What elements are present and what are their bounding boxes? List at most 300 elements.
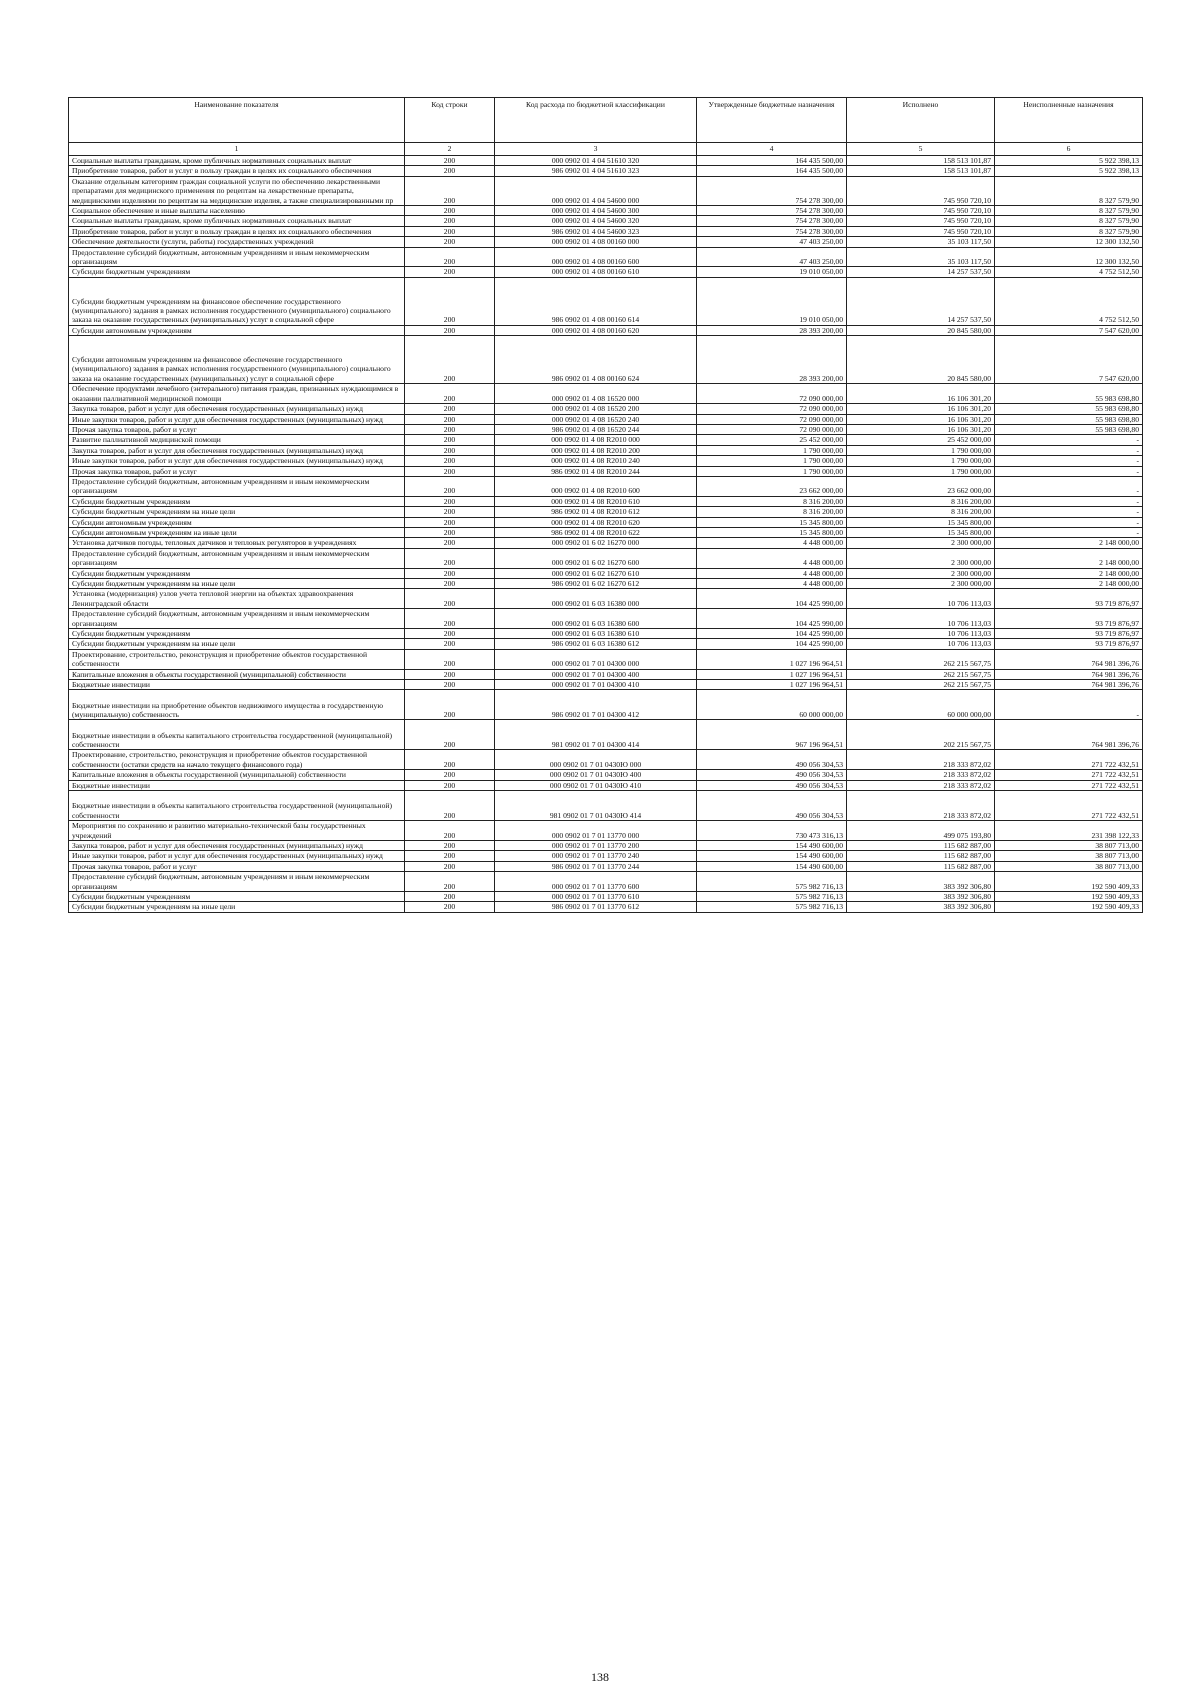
table-row xyxy=(69,247,1143,267)
row-line-code: 200 xyxy=(405,206,495,216)
row-classification-code: 986 0902 01 6 02 16270 612 xyxy=(495,579,697,589)
row-classification-code: 986 0902 01 4 04 51610 323 xyxy=(495,166,697,176)
table-row xyxy=(69,821,1143,841)
table-row xyxy=(69,336,1143,384)
row-line-code: 200 xyxy=(405,649,495,669)
row-approved-amount: 575 982 716,13 xyxy=(697,891,847,901)
row-line-code: 200 xyxy=(405,424,495,434)
row-approved-amount: 1 790 000,00 xyxy=(697,466,847,476)
row-indicator-name: Субсидии бюджетным учреждениям на иные цели xyxy=(69,579,405,589)
table-row xyxy=(69,851,1143,861)
row-approved-amount: 754 278 300,00 xyxy=(697,206,847,216)
row-classification-code: 986 0902 01 4 08 16520 244 xyxy=(495,424,697,434)
row-approved-amount: 72 090 000,00 xyxy=(697,414,847,424)
row-approved-amount: 104 425 990,00 xyxy=(697,639,847,649)
row-unexecuted-amount: - xyxy=(995,527,1143,537)
row-classification-code: 000 0902 01 4 08 16520 200 xyxy=(495,404,697,414)
row-executed-amount: 1 790 000,00 xyxy=(847,445,995,455)
row-indicator-name: Субсидии бюджетным учреждениям на иные цели xyxy=(69,639,405,649)
row-classification-code: 000 0902 01 7 01 0430Ю 410 xyxy=(495,780,697,790)
row-classification-code: 000 0902 01 6 02 16270 600 xyxy=(495,548,697,568)
row-approved-amount: 1 790 000,00 xyxy=(697,445,847,455)
row-indicator-name: Субсидии автономным учреждениям xyxy=(69,325,405,335)
row-executed-amount: 10 706 113,03 xyxy=(847,589,995,609)
row-line-code: 200 xyxy=(405,851,495,861)
row-line-code: 200 xyxy=(405,538,495,548)
row-approved-amount: 104 425 990,00 xyxy=(697,589,847,609)
header-executed: Исполнено xyxy=(847,98,995,143)
row-approved-amount: 72 090 000,00 xyxy=(697,404,847,414)
row-approved-amount: 164 435 500,00 xyxy=(697,156,847,166)
table-row xyxy=(69,639,1143,649)
row-executed-amount: 383 392 306,80 xyxy=(847,902,995,912)
row-unexecuted-amount: 764 981 396,76 xyxy=(995,649,1143,669)
row-unexecuted-amount: 8 327 579,90 xyxy=(995,206,1143,216)
row-classification-code: 000 0902 01 4 08 00160 600 xyxy=(495,247,697,267)
row-executed-amount: 10 706 113,03 xyxy=(847,629,995,639)
row-line-code: 200 xyxy=(405,548,495,568)
row-executed-amount: 14 257 537,50 xyxy=(847,277,995,325)
row-classification-code: 000 0902 01 4 08 16520 000 xyxy=(495,384,697,404)
row-approved-amount: 47 403 250,00 xyxy=(697,247,847,267)
table-row xyxy=(69,466,1143,476)
row-executed-amount: 16 106 301,20 xyxy=(847,424,995,434)
row-indicator-name: Проектирование, строительство, реконструкция и приобретение объектов государственной собственности xyxy=(69,649,405,669)
row-indicator-name: Обеспечение деятельности (услуги, работы) государственных учреждений xyxy=(69,237,405,247)
header-approved: Утвержденные бюджетные назначения xyxy=(697,98,847,143)
row-executed-amount: 10 706 113,03 xyxy=(847,609,995,629)
row-line-code: 200 xyxy=(405,680,495,690)
row-unexecuted-amount: 93 719 876,97 xyxy=(995,589,1143,609)
row-indicator-name: Субсидии бюджетным учреждениям на финансовое обеспечение государственного (муниципального) задания в рамках исполнения государственного (муниципального) социального заказа на оказание государственных (муниципальных) услуг в социальной сфере xyxy=(69,277,405,325)
row-executed-amount: 218 333 872,02 xyxy=(847,750,995,770)
table-row xyxy=(69,267,1143,277)
row-unexecuted-amount: 8 327 579,90 xyxy=(995,216,1143,226)
table-row xyxy=(69,517,1143,527)
row-executed-amount: 218 333 872,02 xyxy=(847,791,995,821)
row-classification-code: 000 0902 01 6 02 16270 000 xyxy=(495,538,697,548)
row-indicator-name: Прочая закупка товаров, работ и услуг xyxy=(69,424,405,434)
row-line-code: 200 xyxy=(405,325,495,335)
row-approved-amount: 25 452 000,00 xyxy=(697,435,847,445)
row-unexecuted-amount: 55 983 698,80 xyxy=(995,404,1143,414)
row-executed-amount: 745 950 720,10 xyxy=(847,176,995,205)
row-approved-amount: 1 027 196 964,51 xyxy=(697,649,847,669)
row-approved-amount: 4 448 000,00 xyxy=(697,579,847,589)
row-executed-amount: 16 106 301,20 xyxy=(847,384,995,404)
row-unexecuted-amount: - xyxy=(995,690,1143,720)
row-unexecuted-amount: 4 752 512,50 xyxy=(995,277,1143,325)
row-indicator-name: Субсидии бюджетным учреждениям xyxy=(69,629,405,639)
page-number: 138 xyxy=(591,1670,609,1684)
row-approved-amount: 754 278 300,00 xyxy=(697,226,847,236)
row-approved-amount: 730 473 316,13 xyxy=(697,821,847,841)
row-indicator-name: Прочая закупка товаров, работ и услуг xyxy=(69,861,405,871)
row-classification-code: 000 0902 01 7 01 13770 610 xyxy=(495,891,697,901)
row-line-code: 200 xyxy=(405,176,495,205)
row-approved-amount: 1 027 196 964,51 xyxy=(697,680,847,690)
row-executed-amount: 383 392 306,80 xyxy=(847,891,995,901)
budget-table-container xyxy=(68,97,1142,913)
row-unexecuted-amount: 8 327 579,90 xyxy=(995,176,1143,205)
row-classification-code: 986 0902 01 4 08 R2010 622 xyxy=(495,527,697,537)
row-approved-amount: 490 056 304,53 xyxy=(697,791,847,821)
row-executed-amount: 8 316 200,00 xyxy=(847,496,995,506)
row-unexecuted-amount: - xyxy=(995,476,1143,496)
row-classification-code: 000 0902 01 6 03 16380 610 xyxy=(495,629,697,639)
row-approved-amount: 104 425 990,00 xyxy=(697,629,847,639)
table-row xyxy=(69,476,1143,496)
row-approved-amount: 154 490 600,00 xyxy=(697,861,847,871)
row-indicator-name: Капитальные вложения в объекты государственной (муниципальной) собственности xyxy=(69,669,405,679)
row-executed-amount: 23 662 000,00 xyxy=(847,476,995,496)
row-line-code: 200 xyxy=(405,527,495,537)
row-executed-amount: 218 333 872,02 xyxy=(847,770,995,780)
row-indicator-name: Иные закупки товаров, работ и услуг для обеспечения государственных (муниципальных) нужд xyxy=(69,414,405,424)
row-approved-amount: 490 056 304,53 xyxy=(697,770,847,780)
table-row xyxy=(69,579,1143,589)
row-approved-amount: 72 090 000,00 xyxy=(697,384,847,404)
row-executed-amount: 10 706 113,03 xyxy=(847,639,995,649)
row-unexecuted-amount: 231 398 122,33 xyxy=(995,821,1143,841)
row-line-code: 200 xyxy=(405,156,495,166)
row-classification-code: 000 0902 01 4 08 R2010 620 xyxy=(495,517,697,527)
row-approved-amount: 28 393 200,00 xyxy=(697,336,847,384)
row-approved-amount: 154 490 600,00 xyxy=(697,851,847,861)
row-executed-amount: 115 682 887,00 xyxy=(847,861,995,871)
row-unexecuted-amount: - xyxy=(995,456,1143,466)
table-row xyxy=(69,156,1143,166)
row-unexecuted-amount: 271 722 432,51 xyxy=(995,750,1143,770)
row-approved-amount: 4 448 000,00 xyxy=(697,568,847,578)
row-classification-code: 000 0902 01 7 01 13770 240 xyxy=(495,851,697,861)
row-unexecuted-amount: 12 300 132,50 xyxy=(995,237,1143,247)
row-executed-amount: 262 215 567,75 xyxy=(847,680,995,690)
row-classification-code: 000 0902 01 4 04 51610 320 xyxy=(495,156,697,166)
row-approved-amount: 490 056 304,53 xyxy=(697,750,847,770)
row-unexecuted-amount: 2 148 000,00 xyxy=(995,538,1143,548)
row-classification-code: 000 0902 01 6 03 16380 600 xyxy=(495,609,697,629)
row-unexecuted-amount: 271 722 432,51 xyxy=(995,770,1143,780)
row-unexecuted-amount: 7 547 620,00 xyxy=(995,336,1143,384)
row-classification-code: 000 0902 01 6 02 16270 610 xyxy=(495,568,697,578)
row-unexecuted-amount: 55 983 698,80 xyxy=(995,384,1143,404)
row-executed-amount: 115 682 887,00 xyxy=(847,840,995,850)
row-classification-code: 986 0902 01 7 01 04300 412 xyxy=(495,690,697,720)
row-unexecuted-amount: 93 719 876,97 xyxy=(995,629,1143,639)
row-line-code: 200 xyxy=(405,517,495,527)
row-indicator-name: Приобретение товаров, работ и услуг в пользу граждан в целях их социального обеспечения xyxy=(69,166,405,176)
row-indicator-name: Закупка товаров, работ и услуг для обеспечения государственных (муниципальных) нужд xyxy=(69,840,405,850)
budget-execution-table xyxy=(68,97,1143,913)
row-executed-amount: 383 392 306,80 xyxy=(847,872,995,892)
row-line-code: 200 xyxy=(405,476,495,496)
row-line-code: 200 xyxy=(405,902,495,912)
row-unexecuted-amount: 38 807 713,00 xyxy=(995,851,1143,861)
row-executed-amount: 14 257 537,50 xyxy=(847,267,995,277)
row-classification-code: 000 0902 01 4 08 R2010 610 xyxy=(495,496,697,506)
table-row xyxy=(69,609,1143,629)
row-indicator-name: Закупка товаров, работ и услуг для обеспечения государственных (муниципальных) нужд xyxy=(69,404,405,414)
row-approved-amount: 104 425 990,00 xyxy=(697,609,847,629)
table-row xyxy=(69,649,1143,669)
row-executed-amount: 745 950 720,10 xyxy=(847,226,995,236)
row-unexecuted-amount: 8 327 579,90 xyxy=(995,226,1143,236)
row-unexecuted-amount: - xyxy=(995,517,1143,527)
row-unexecuted-amount: 764 981 396,76 xyxy=(995,669,1143,679)
row-line-code: 200 xyxy=(405,247,495,267)
row-unexecuted-amount: 271 722 432,51 xyxy=(995,780,1143,790)
table-row xyxy=(69,538,1143,548)
row-line-code: 200 xyxy=(405,414,495,424)
row-unexecuted-amount: 192 590 409,33 xyxy=(995,891,1143,901)
row-executed-amount: 2 300 000,00 xyxy=(847,568,995,578)
table-row xyxy=(69,690,1143,720)
row-line-code: 200 xyxy=(405,456,495,466)
row-executed-amount: 16 106 301,20 xyxy=(847,414,995,424)
row-classification-code: 986 0902 01 4 08 00160 614 xyxy=(495,277,697,325)
row-unexecuted-amount: 93 719 876,97 xyxy=(995,609,1143,629)
row-unexecuted-amount: 192 590 409,33 xyxy=(995,902,1143,912)
row-indicator-name: Прочая закупка товаров, работ и услуг xyxy=(69,466,405,476)
row-indicator-name: Приобретение товаров, работ и услуг в пользу граждан в целях их социального обеспечения xyxy=(69,226,405,236)
table-row xyxy=(69,750,1143,770)
row-classification-code: 986 0902 01 4 08 00160 624 xyxy=(495,336,697,384)
row-unexecuted-amount: 2 148 000,00 xyxy=(995,568,1143,578)
row-classification-code: 000 0902 01 4 08 00160 620 xyxy=(495,325,697,335)
row-approved-amount: 164 435 500,00 xyxy=(697,166,847,176)
row-line-code: 200 xyxy=(405,770,495,780)
column-number: 5 xyxy=(847,143,995,156)
row-unexecuted-amount: 5 922 398,13 xyxy=(995,156,1143,166)
row-indicator-name: Субсидии бюджетным учреждениям xyxy=(69,568,405,578)
table-row xyxy=(69,548,1143,568)
row-indicator-name: Капитальные вложения в объекты государственной (муниципальной) собственности xyxy=(69,770,405,780)
row-classification-code: 986 0902 01 7 01 13770 612 xyxy=(495,902,697,912)
row-indicator-name: Иные закупки товаров, работ и услуг для обеспечения государственных (муниципальных) нужд xyxy=(69,851,405,861)
row-executed-amount: 2 300 000,00 xyxy=(847,579,995,589)
table-row xyxy=(69,669,1143,679)
row-classification-code: 986 0902 01 4 08 R2010 244 xyxy=(495,466,697,476)
row-unexecuted-amount: 55 983 698,80 xyxy=(995,424,1143,434)
row-approved-amount: 8 316 200,00 xyxy=(697,507,847,517)
row-indicator-name: Обеспечение продуктами лечебного (энтерального) питания граждан, признанных нуждающимися в оказании паллиативной медицинской помощи xyxy=(69,384,405,404)
column-number: 2 xyxy=(405,143,495,156)
row-classification-code: 000 0902 01 4 08 R2010 600 xyxy=(495,476,697,496)
row-unexecuted-amount: 12 300 132,50 xyxy=(995,247,1143,267)
row-classification-code: 986 0902 01 7 01 13770 244 xyxy=(495,861,697,871)
table-row xyxy=(69,568,1143,578)
table-row xyxy=(69,424,1143,434)
table-row xyxy=(69,414,1143,424)
row-classification-code: 000 0902 01 7 01 04300 000 xyxy=(495,649,697,669)
row-indicator-name: Установка (модернизация) узлов учета тепловой энергии на объектах здравоохранения Ленинградской области xyxy=(69,589,405,609)
row-indicator-name: Предоставление субсидий бюджетным, автономным учреждениям и иным некоммерческим организациям xyxy=(69,872,405,892)
row-indicator-name: Иные закупки товаров, работ и услуг для обеспечения государственных (муниципальных) нужд xyxy=(69,456,405,466)
row-approved-amount: 19 010 050,00 xyxy=(697,277,847,325)
row-indicator-name: Предоставление субсидий бюджетным, автономным учреждениям и иным некоммерческим организациям xyxy=(69,548,405,568)
table-row xyxy=(69,680,1143,690)
row-line-code: 200 xyxy=(405,568,495,578)
row-executed-amount: 15 345 800,00 xyxy=(847,527,995,537)
row-unexecuted-amount: 7 547 620,00 xyxy=(995,325,1143,335)
row-executed-amount: 20 845 580,00 xyxy=(847,325,995,335)
column-number-row xyxy=(69,143,1143,156)
row-classification-code: 000 0902 01 4 04 54600 000 xyxy=(495,176,697,205)
header-budget-classification-code: Код расхода по бюджетной классификации xyxy=(495,98,697,143)
row-approved-amount: 1 790 000,00 xyxy=(697,456,847,466)
row-executed-amount: 35 103 117,50 xyxy=(847,247,995,267)
row-unexecuted-amount: 38 807 713,00 xyxy=(995,840,1143,850)
row-line-code: 200 xyxy=(405,840,495,850)
table-row xyxy=(69,840,1143,850)
row-line-code: 200 xyxy=(405,507,495,517)
row-unexecuted-amount: - xyxy=(995,445,1143,455)
table-row xyxy=(69,435,1143,445)
row-classification-code: 000 0902 01 7 01 13770 000 xyxy=(495,821,697,841)
row-unexecuted-amount: - xyxy=(995,435,1143,445)
row-line-code: 200 xyxy=(405,609,495,629)
table-row xyxy=(69,456,1143,466)
row-approved-amount: 967 196 964,51 xyxy=(697,720,847,750)
row-approved-amount: 575 982 716,13 xyxy=(697,872,847,892)
row-line-code: 200 xyxy=(405,579,495,589)
row-unexecuted-amount: 192 590 409,33 xyxy=(995,872,1143,892)
table-body xyxy=(69,156,1143,913)
row-approved-amount: 47 403 250,00 xyxy=(697,237,847,247)
table-row xyxy=(69,902,1143,912)
table-header-row xyxy=(69,98,1143,143)
row-executed-amount: 745 950 720,10 xyxy=(847,206,995,216)
table-row xyxy=(69,166,1143,176)
table-row xyxy=(69,891,1143,901)
row-approved-amount: 754 278 300,00 xyxy=(697,216,847,226)
row-indicator-name: Бюджетные инвестиции xyxy=(69,680,405,690)
row-executed-amount: 2 300 000,00 xyxy=(847,548,995,568)
row-executed-amount: 499 075 193,80 xyxy=(847,821,995,841)
row-line-code: 200 xyxy=(405,166,495,176)
table-row xyxy=(69,589,1143,609)
row-line-code: 200 xyxy=(405,891,495,901)
row-unexecuted-amount: 764 981 396,76 xyxy=(995,720,1143,750)
row-line-code: 200 xyxy=(405,496,495,506)
row-unexecuted-amount: 55 983 698,80 xyxy=(995,414,1143,424)
column-number: 4 xyxy=(697,143,847,156)
row-classification-code: 000 0902 01 4 08 R2010 240 xyxy=(495,456,697,466)
row-line-code: 200 xyxy=(405,435,495,445)
table-row xyxy=(69,404,1143,414)
row-indicator-name: Социальное обеспечение и иные выплаты населению xyxy=(69,206,405,216)
row-line-code: 200 xyxy=(405,384,495,404)
row-approved-amount: 19 010 050,00 xyxy=(697,267,847,277)
row-executed-amount: 8 316 200,00 xyxy=(847,507,995,517)
row-executed-amount: 20 845 580,00 xyxy=(847,336,995,384)
row-approved-amount: 15 345 800,00 xyxy=(697,527,847,537)
table-row xyxy=(69,445,1143,455)
row-indicator-name: Оказание отдельным категориям граждан социальной услуги по обеспечению лекарственными препаратами для медицинского применения по рецептам на лекарственные препараты, медицинскими изделиями по рецептам на медицинские изделия, а также специализированными пр xyxy=(69,176,405,205)
table-row xyxy=(69,507,1143,517)
row-line-code: 200 xyxy=(405,872,495,892)
row-indicator-name: Бюджетные инвестиции xyxy=(69,780,405,790)
row-indicator-name: Бюджетные инвестиции в объекты капитального строительства государственной (муниципальной) собственности xyxy=(69,720,405,750)
row-executed-amount: 262 215 567,75 xyxy=(847,649,995,669)
row-approved-amount: 8 316 200,00 xyxy=(697,496,847,506)
column-number: 1 xyxy=(69,143,405,156)
row-classification-code: 986 0902 01 4 08 R2010 612 xyxy=(495,507,697,517)
row-unexecuted-amount: 4 752 512,50 xyxy=(995,267,1143,277)
table-row xyxy=(69,384,1143,404)
row-executed-amount: 202 215 567,75 xyxy=(847,720,995,750)
header-line-code: Код строки xyxy=(405,98,495,143)
row-unexecuted-amount: 5 922 398,13 xyxy=(995,166,1143,176)
row-line-code: 200 xyxy=(405,669,495,679)
row-indicator-name: Предоставление субсидий бюджетным, автономным учреждениям и иным некоммерческим организациям xyxy=(69,247,405,267)
row-executed-amount: 1 790 000,00 xyxy=(847,466,995,476)
row-indicator-name: Предоставление субсидий бюджетным, автономным учреждениям и иным некоммерческим организациям xyxy=(69,609,405,629)
row-classification-code: 981 0902 01 7 01 04300 414 xyxy=(495,720,697,750)
row-indicator-name: Субсидии бюджетным учреждениям на иные цели xyxy=(69,902,405,912)
table-row xyxy=(69,527,1143,537)
row-executed-amount: 262 215 567,75 xyxy=(847,669,995,679)
row-indicator-name: Бюджетные инвестиции в объекты капитального строительства государственной (муниципальной) собственности xyxy=(69,791,405,821)
row-indicator-name: Субсидии бюджетным учреждениям xyxy=(69,496,405,506)
row-unexecuted-amount: 2 148 000,00 xyxy=(995,579,1143,589)
row-line-code: 200 xyxy=(405,720,495,750)
row-indicator-name: Закупка товаров, работ и услуг для обеспечения государственных (муниципальных) нужд xyxy=(69,445,405,455)
row-executed-amount: 60 000 000,00 xyxy=(847,690,995,720)
row-indicator-name: Установка датчиков погоды, тепловых датчиков и тепловых регуляторов в учреждениях xyxy=(69,538,405,548)
row-indicator-name: Субсидии автономным учреждениям xyxy=(69,517,405,527)
row-executed-amount: 2 300 000,00 xyxy=(847,538,995,548)
table-row xyxy=(69,629,1143,639)
row-indicator-name: Субсидии бюджетным учреждениям на иные цели xyxy=(69,507,405,517)
table-row xyxy=(69,496,1143,506)
row-approved-amount: 72 090 000,00 xyxy=(697,424,847,434)
row-executed-amount: 158 513 101,87 xyxy=(847,166,995,176)
row-classification-code: 000 0902 01 4 08 R2010 000 xyxy=(495,435,697,445)
table-row xyxy=(69,216,1143,226)
row-executed-amount: 16 106 301,20 xyxy=(847,404,995,414)
row-unexecuted-amount: 271 722 432,51 xyxy=(995,791,1143,821)
table-row xyxy=(69,780,1143,790)
row-classification-code: 000 0902 01 7 01 0430Ю 000 xyxy=(495,750,697,770)
column-number: 6 xyxy=(995,143,1143,156)
row-classification-code: 000 0902 01 4 04 54600 320 xyxy=(495,216,697,226)
table-row xyxy=(69,872,1143,892)
row-classification-code: 000 0902 01 7 01 13770 200 xyxy=(495,840,697,850)
row-indicator-name: Социальные выплаты гражданам, кроме публичных нормативных социальных выплат xyxy=(69,156,405,166)
row-indicator-name: Субсидии автономным учреждениям на финансовое обеспечение государственного (муниципального) задания в рамках исполнения государственного (муниципального) социального заказа на оказание государственных (муниципальных) услуг в социальной сфере xyxy=(69,336,405,384)
row-line-code: 200 xyxy=(405,780,495,790)
row-line-code: 200 xyxy=(405,404,495,414)
row-classification-code: 000 0902 01 4 08 16520 240 xyxy=(495,414,697,424)
row-indicator-name: Мероприятия по сохранению и развитию материально-технической базы государственных учреждений xyxy=(69,821,405,841)
row-approved-amount: 15 345 800,00 xyxy=(697,517,847,527)
row-line-code: 200 xyxy=(405,639,495,649)
row-classification-code: 000 0902 01 4 04 54600 300 xyxy=(495,206,697,216)
row-classification-code: 000 0902 01 7 01 13770 600 xyxy=(495,872,697,892)
header-unexecuted: Неисполненные назначения xyxy=(995,98,1143,143)
row-indicator-name: Субсидии бюджетным учреждениям xyxy=(69,891,405,901)
table-row xyxy=(69,237,1143,247)
row-executed-amount: 218 333 872,02 xyxy=(847,780,995,790)
row-indicator-name: Социальные выплаты гражданам, кроме публичных нормативных социальных выплат xyxy=(69,216,405,226)
row-indicator-name: Субсидии автономным учреждениям на иные цели xyxy=(69,527,405,537)
row-classification-code: 000 0902 01 4 08 00160 000 xyxy=(495,237,697,247)
row-classification-code: 000 0902 01 7 01 04300 400 xyxy=(495,669,697,679)
row-approved-amount: 154 490 600,00 xyxy=(697,840,847,850)
row-line-code: 200 xyxy=(405,237,495,247)
